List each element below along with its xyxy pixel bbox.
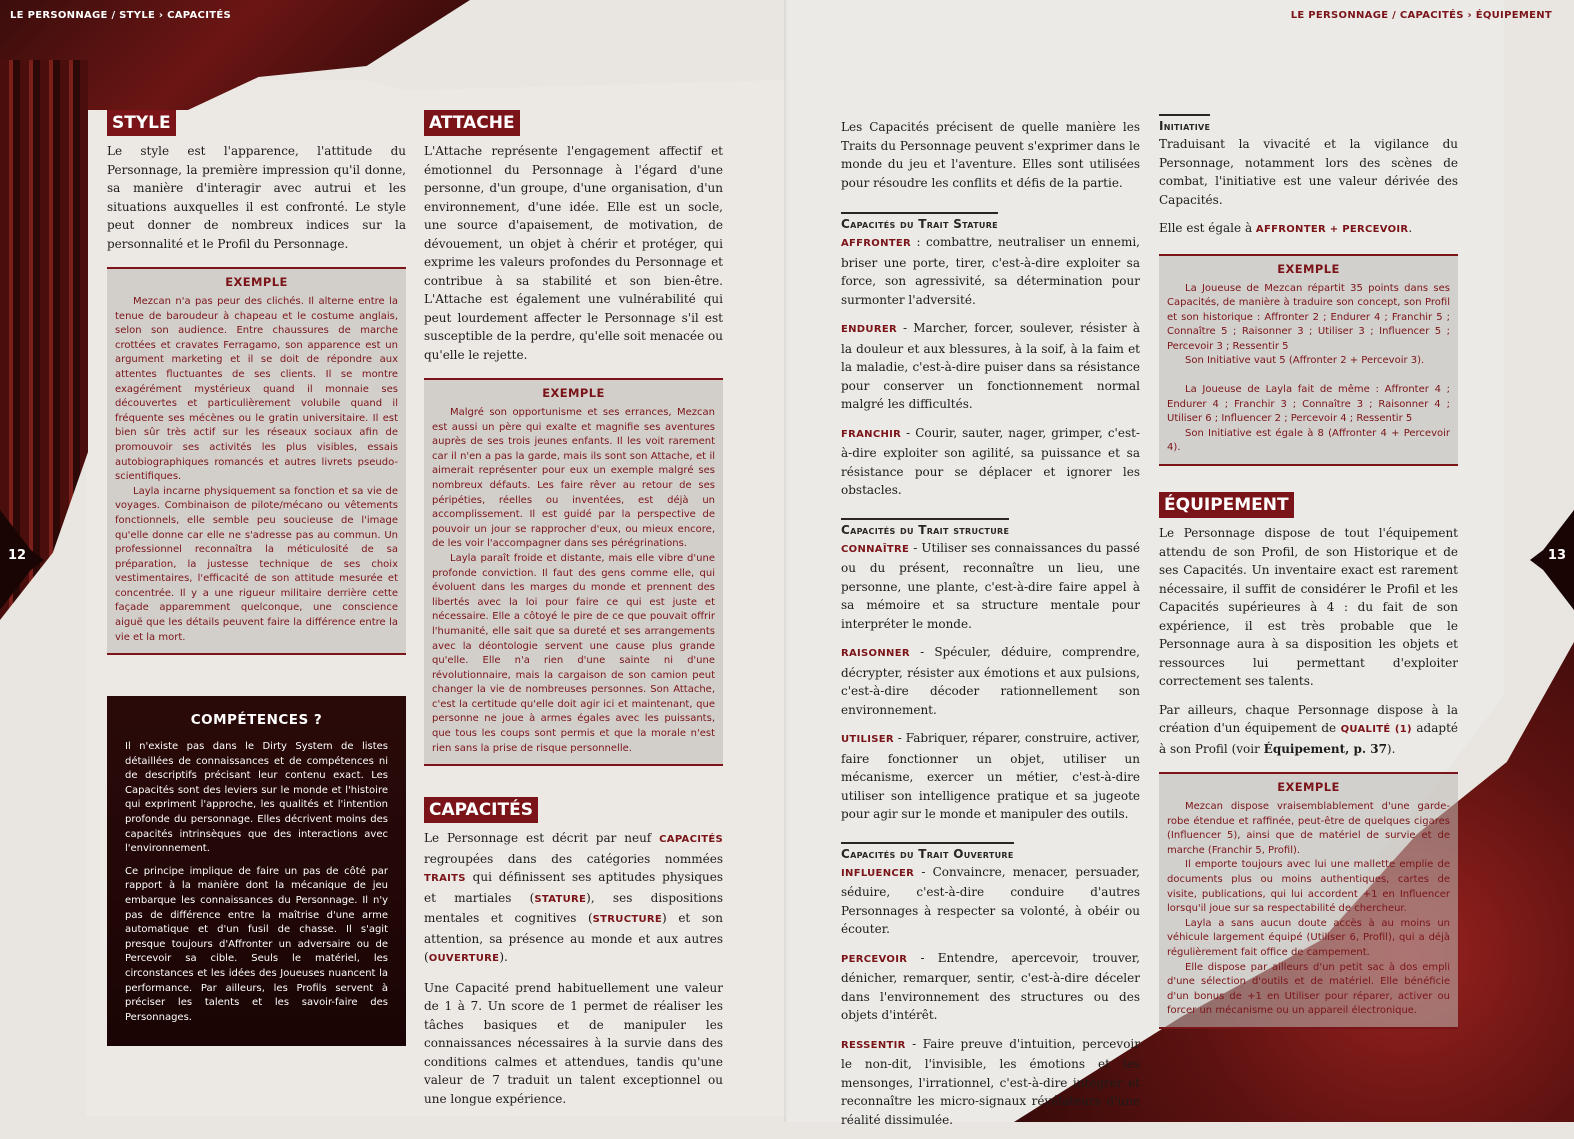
equipement-heading: ÉQUIPEMENT	[1159, 492, 1294, 518]
attache-body	[424, 142, 723, 364]
page-number-left: 12	[8, 548, 27, 563]
attache-paragraph: L'Attache représente l'engagement affectif et émotionnel du Personnage à l'égard d'une personne, d'un groupe, d'une organisation, d'un environnement, d'une idée. Elle est un socle, une source d'apaisement, de motivation, de dévouement, un objet à chérir et protéger, qui exprime les valeurs profondes du Personnage et contribue à sa stabilité et son bien-être. L'Attache est également une vulnérabilité qui peut lourdement affecter le Personnage s'il est susceptible de la perdre, qu'elle soit menacée ou qu'elle le rejette.	[424, 144, 723, 362]
page-number-right: 13	[1547, 548, 1566, 563]
competences-title: COMPÉTENCES ?	[190, 712, 323, 728]
connaitre-entry: CONNAÎTRE - Utiliser ses connaissances du passé ou du présent, reconnaître un lieu, une personne, une plante, c'est-à-dire faire appel à sa mémoire et sa structure mentale pour interpréter le monde.	[841, 540, 1140, 631]
competences-paragraph-1: Il n'existe pas dans le Dirty System de listes détaillées de connaissances et de compétences ni de descriptifs précisant leur contenu exact. Les Capacités sont des leviers sur le monde et l'histoire qui expriment l'approche, les qualités et l'intention profonde du personnage. Elles décrivent moins des capacités intrinsèques que des interactions avec l'environnement.	[125, 741, 388, 855]
initiative-example-title: EXEMPLE	[1277, 261, 1340, 276]
equipement-example-3: Layla a sans aucun doute accès à au moins un véhicule largement équipé (Utiliser 6, Profil), qui a déjà régulièrement fait office de campement.	[1167, 917, 1450, 958]
keyword-stature: STATURE	[534, 893, 587, 905]
keyword-traits: TRAITS	[424, 873, 466, 884]
initiative-example-layla-result: Son Initiative est égale à 8 (Affronter 4 + Percevoir 4).	[1167, 427, 1450, 454]
ouverture-heading: Capacités du Trait Ouverture	[841, 842, 1014, 861]
competences-sidebar	[107, 696, 406, 1046]
initiative-example-mezcan: La Joueuse de Mezcan répartit 35 points dans ses Capacités, de manière à traduire son concept, son Profil et son historique : Affronter 2 ; Endurer 4 ; Franchir 5 ; Connaître 5 ; Raisonner 3 ; Utiliser 3 ; Influencer 5 ; Percevoir 3 ; Ressentir 5	[1167, 282, 1450, 352]
affronter-entry: AFFRONTER : combattre, neutraliser un ennemi, briser une porte, tirer, c'est-à-dire exploiter sa force, son agressivité, sa détermination pour surmonter l'adversité.	[841, 235, 1140, 307]
running-header-right: LE PERSONNAGE / CAPACITÉS › ÉQUIPEMENT	[1290, 10, 1552, 21]
attache-example-layla: Layla paraît froide et distante, mais elle vibre d'une profonde conviction. Il faut des gens comme elle, qui évoluent dans les marges du monde et prennent des libertés avec la loi pour faire ce qui est juste et nécessaire. Elle a côtoyé le pire de ce que pouvait offrir l'humanité, elle sait que sa dureté et ses arrangements avec la déontologie servent une cause plus grande qu'elle. Elle n'a rien d'une sainte ni d'une révolutionnaire, mais la cargaison de son camion peut changer la vie de nombreuses personnes. Son Attache, c'est la certitude qu'elle doit agir ici et maintenant, que personne ne joue à armes égales avec les puissants, que tous les coups sont permis et que la morale n'est rien sans la prise de risque personnelle.	[432, 552, 715, 754]
attache-example-box	[424, 378, 723, 766]
initiative-example-layla: La Joueuse de Layla fait de même : Affronter 4 ; Endurer 4 ; Franchir 3 ; Connaître 3 ; Raisonner 4 ; Utiliser 6 ; Influencer 2 ; Percevoir 4 ; Ressentir 5	[1167, 384, 1450, 425]
equipement-page-reference: Équipement, p. 37	[1263, 741, 1387, 756]
franchir-entry: FRANCHIR - Courir, sauter, nager, grimper, c'est-à-dire exploiter son agilité, sa puissance et sa résistance pour se déplacer et ignorer les obstacles.	[841, 425, 1140, 497]
equipement-example-1: Mezcan dispose vraisemblablement d'une garde-robe étendue et raffinée, peut-être de quelques cigares (Influencer 5), ainsi que de matériel de survie et de marche (Franchir 5, Profil).	[1167, 801, 1450, 856]
influencer-entry: INFLUENCER - Convaincre, menacer, persuader, séduire, c'est-à-dire conduire d'autres Personnages à respecter sa volonté, à obéir ou écouter.	[841, 864, 1140, 936]
structure-section	[841, 518, 1140, 824]
equipement-paragraph-1: Le Personnage dispose de tout l'équipement attendu de son Profil, de son Historique et de ses Capacités. Un inventaire exact est rarement nécessaire, il suffit de considérer le Profil et les Capacités supérieures à 4 : du fait de son expérience, il est très probable que le Personnage aura à sa disposition les objets et ressources lui permettant d'exploiter correctement ses talents.	[1159, 526, 1458, 689]
keyword-structure: STRUCTURE	[592, 914, 663, 925]
initiative-heading: Initiative	[1159, 114, 1210, 133]
capacites-heading: CAPACITÉS	[424, 797, 538, 823]
column-traits	[841, 118, 1140, 1139]
endurer-entry: ENDURER - Marcher, forcer, soulever, résister à la douleur et aux blessures, à la soif, à la faim et la maladie, c'est-à-dire puiser dans sa résistance pour conserver un fonctionnement normal malgré les difficultés.	[841, 321, 1140, 411]
initiative-formula: Elle est égale à AFFRONTER + PERCEVOIR.	[1159, 221, 1413, 235]
style-heading: STYLE	[107, 110, 176, 136]
column-initiative	[1159, 114, 1458, 1029]
attache-example-mezcan: Malgré son opportunisme et ses errances, Mezcan est aussi un père qui exalte et magnifie ses aventures auprès de ses trois jeunes enfants. Il les voit rarement car il n'en a pas la garde, mais ils sont son Attache, et il aimerait représenter pour eux un exemple malgré ses nombreux défauts. Les faire rêver au retour de ses péripéties, réelles ou inventées, est déjà un accomplissement. Il est guidé par la perspective de pouvoir un jour se rapprocher d'eux, ou mieux encore, de les voir l'accompagner dans ses pérégrinations.	[432, 407, 715, 550]
ouverture-section	[841, 842, 1140, 1130]
style-paragraph: Le style est l'apparence, l'attitude du Personnage, la première impression qu'il donne, sa manière d'interagir avec autrui et les situations auxquelles il est confronté. Le style peut donner de nombreux indices sur la personnalité et le Profil du Personnage.	[107, 144, 406, 251]
equipement-example-title: EXEMPLE	[1277, 780, 1340, 795]
equipement-example-2: Il emporte toujours avec lui une mallette emplie de documents plus ou moins authentiques, cartes de visite, publications, qui lui accordent +1 en Influencer lorsqu'il joue sur sa respectabilité de chercheur.	[1167, 859, 1450, 915]
style-example-title: EXEMPLE	[225, 275, 288, 289]
capacites-body	[424, 829, 723, 1108]
capacites-paragraph-2: Une Capacité prend habituellement une valeur de 1 à 7. Un score de 1 permet de réaliser les tâches basiques et de manipuler les connaissances nécessaires à la survie dans des conditions calmes et attendues, tandis qu'une valeur de 7 traduit un talent exceptionnel ou une longue expérience.	[424, 980, 723, 1106]
column-capacites	[424, 797, 723, 1118]
utiliser-entry: UTILISER - Fabriquer, réparer, construire, activer, faire fonctionner un objet, utiliser un mécanisme, exercer un métier, c'est-à-dire utiliser son intelligence pratique et sa jugeote pour agir sur le monde et manipuler des outils.	[841, 731, 1140, 821]
initiative-example-mezcan-result: Son Initiative vaut 5 (Affronter 2 + Percevoir 3).	[1185, 355, 1425, 367]
running-header-left: LE PERSONNAGE / STYLE › CAPACITÉS	[10, 10, 231, 21]
ressentir-entry: RESSENTIR - Faire preuve d'intuition, percevoir le non-dit, l'invisible, les émotions et les mensonges, l'irrationnel, c'est-à-dire intégrer et reconnaître les micro-signaux révélateurs d'une réalité dissimulée.	[841, 1036, 1140, 1127]
style-body	[107, 142, 406, 253]
structure-heading: Capacités du Trait structure	[841, 518, 1009, 537]
style-example-box	[107, 267, 406, 655]
capacites-intro-paragraph: Les Capacités précisent de quelle manière les Traits du Personnage peuvent s'exprimer dans le monde du jeu et l'aventure. Elles sont utilisées pour résoudre les conflits et défis de la partie.	[841, 120, 1140, 190]
initiative-paragraph: Traduisant la vivacité et la vigilance du Personnage, notamment lors des scènes de combat, l'initiative est une valeur dérivée des Capacités.	[1159, 137, 1458, 207]
raisonner-entry: RAISONNER - Spéculer, déduire, comprendre, décrypter, résister aux émotions et aux pulsions, c'est-à-dire décoder rationnellement son environnement.	[841, 645, 1140, 717]
equipement-section	[1159, 492, 1458, 1029]
keyword-ouverture: OUVERTURE	[428, 953, 500, 964]
capacites-intro	[841, 118, 1140, 192]
column-attache	[424, 110, 723, 766]
equipement-example-box	[1159, 772, 1458, 1029]
stature-section	[841, 212, 1140, 500]
initiative-example-box	[1159, 254, 1458, 467]
competences-paragraph-2: Ce principe implique de faire un pas de côté par rapport à la manière dont la mécanique de jeu embarque les connaissances du Personnage. Il n'y pas de différence entre la maîtrise d'une arme automatique et d'un fusil de chasse. Il s'agit presque toujours d'Affronter un adversaire ou de Percevoir sa cible. Seuls le matériel, les circonstances et les idées des Joueuses nuancent la performance. Par ailleurs, les Profils servent à préciser les talents et les savoir-faire des Personnages.	[125, 865, 388, 1023]
page-gutter	[784, 0, 788, 1122]
capacites-paragraph-1: Le Personnage est décrit par neuf CAPACITÉS regroupées dans des catégories nommées TRAITS qui définissent ses aptitudes physiques et martiales (STATURE), ses dispositions mentales et cognitives (STRUCTURE) et son attention, sa présence au monde et aux autres (OUVERTURE).	[424, 831, 723, 964]
equipement-example-4: Elle dispose par ailleurs d'un petit sac à dos empli d'une sélection d'outils et de matériel. Elle bénéficie d'un bonus de +1 en Utiliser pour réparer, activer ou forcer un mécanisme ou un appareil électronique.	[1167, 961, 1450, 1017]
stature-heading: Capacités du Trait Stature	[841, 212, 998, 231]
attache-example-title: EXEMPLE	[542, 386, 605, 400]
equipement-paragraph-2: Par ailleurs, chaque Personnage dispose à la création d'un équipement de QUALITÉ (1) adapté à son Profil (voir Équipement, p. 37).	[1159, 702, 1459, 756]
column-style	[107, 110, 406, 655]
style-example-mezcan: Mezcan n'a pas peur des clichés. Il alterne entre la tenue de baroudeur à chapeau et le costume anglais, selon son audience. Entre chaussures de marche crottées et cravates Ferragamo, son apparence est un argument marketing et il se doit de répondre aux attentes fluctuantes de ses clients. Il se montre exagérément mystérieux quand il monnaie ses découvertes et particulièrement volubile quand il fréquente ses mécènes ou le gratin universitaire. Il est bien sûr très actif sur les réseaux sociaux afin de promouvoir ses activités les plus visibles, essais autobiographiques romancés et autres livrets pseudo-scientifiques.	[115, 296, 398, 483]
attache-heading: ATTACHE	[424, 110, 520, 136]
percevoir-entry: PERCEVOIR - Entendre, apercevoir, trouver, dénicher, remarquer, sentir, c'est-à-dire déceler dans l'environnement des structures ou des objets d'intérêt.	[841, 950, 1140, 1022]
keyword-capacites: CAPACITÉS	[659, 834, 723, 845]
style-example-layla: Layla incarne physiquement sa fonction et sa vie de voyages. Combinaison de pilote/mécano ou vêtements fonctionnels, elle semble peu soucieuse de l'image qu'elle donne car elle ne s'adresse pas au commun. Un professionnel reconnaîtra la méticulosité de sa préparation, la justesse technique de ses choix vestimentaires, l'efficacité de son attitude mesurée et concentrée. Il y a une rigueur militaire derrière cette façade apparemment quelconque, une conscience aiguë que les détails peuvent faire la différence entre la vie et la mort.	[115, 485, 398, 643]
